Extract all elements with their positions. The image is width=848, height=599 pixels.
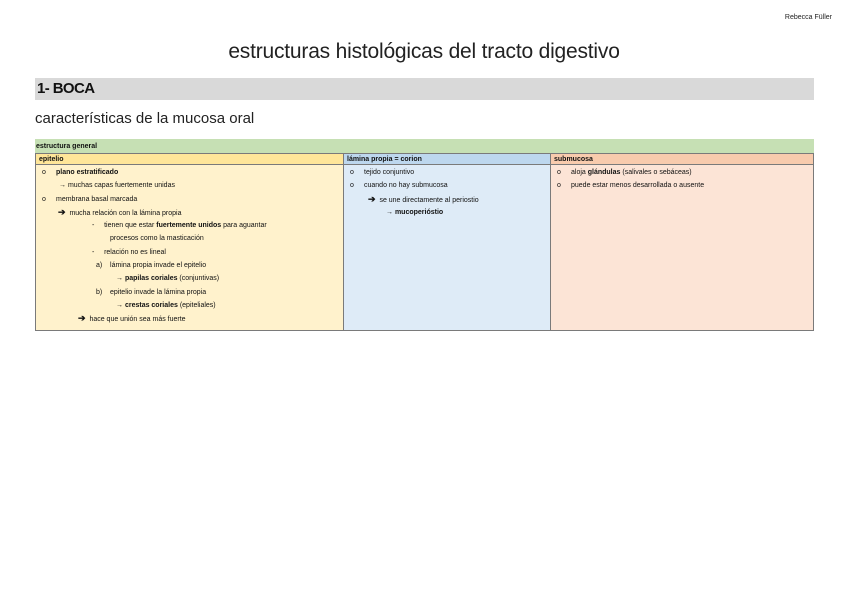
bullet-marker: o xyxy=(42,195,46,203)
list-item xyxy=(36,272,343,285)
header-lamina-propia: lámina propia = corion xyxy=(343,153,550,165)
arrow-right-icon: → xyxy=(116,301,123,309)
document-title: estructuras histológicas del tracto digestivo xyxy=(228,40,620,63)
table-header-row xyxy=(35,153,814,165)
dash-marker: - xyxy=(92,248,95,256)
item-text: muchas capas fuertemente unidas xyxy=(67,182,175,190)
item-text-bold: glándulas xyxy=(587,169,621,176)
item-text: (epiteliales) xyxy=(177,301,216,309)
subsection-title: características de la mucosa oral xyxy=(35,110,255,127)
bullet-marker: o xyxy=(42,169,46,176)
arrow-right-icon: → xyxy=(59,182,66,190)
bold-arrow-icon: ➔ xyxy=(58,206,66,217)
list-item xyxy=(36,232,343,245)
list-item xyxy=(36,312,343,325)
item-text-bold: fuertemente unidos xyxy=(156,222,222,230)
list-item xyxy=(36,166,343,179)
dash-marker: - xyxy=(92,222,95,230)
item-text: para aguantar xyxy=(221,222,267,230)
item-text-bold: crestas coriales xyxy=(124,301,178,309)
cell-submucosa xyxy=(550,165,814,331)
item-text: plano estratificado xyxy=(56,169,119,176)
list-item xyxy=(551,179,813,192)
list-item xyxy=(36,193,343,206)
item-text: procesos como la masticación xyxy=(110,235,204,243)
table-caption: estructura general xyxy=(35,139,814,153)
bullet-marker: o xyxy=(350,182,354,190)
item-text: se une directamente al periostio xyxy=(379,196,479,204)
arrow-right-icon: → xyxy=(386,208,393,216)
bullet-marker: o xyxy=(557,182,561,190)
list-item xyxy=(36,286,343,299)
item-text-bold: mucoperióstio xyxy=(394,208,444,216)
cell-lamina-propia xyxy=(343,165,550,331)
section-title: 1- BOCA xyxy=(37,80,95,97)
item-text: (conjuntivas) xyxy=(177,275,220,283)
bullet-marker: o xyxy=(557,169,561,176)
item-text-bold: papilas coriales xyxy=(124,275,178,283)
list-item xyxy=(551,166,813,179)
item-text: lámina propia invade el epitelio xyxy=(110,262,207,270)
list-item xyxy=(36,246,343,259)
list-item xyxy=(36,299,343,312)
bold-arrow-icon: ➔ xyxy=(368,193,376,204)
item-text: tejido conjuntivo xyxy=(364,169,415,176)
item-text: mucha relación con la lámina propia xyxy=(69,209,182,217)
item-text: membrana basal marcada xyxy=(56,195,138,203)
item-text: (salivales o sebáceas) xyxy=(620,169,692,176)
list-item xyxy=(36,179,343,192)
author-name: Rebecca Füller xyxy=(784,14,832,21)
bullet-marker: o xyxy=(350,169,354,176)
header-epitelio: epitelio xyxy=(35,153,343,165)
list-item xyxy=(344,179,550,192)
item-text: tienen que estar xyxy=(104,222,157,230)
list-item xyxy=(344,166,550,179)
list-item xyxy=(36,259,343,272)
list-item xyxy=(36,219,343,232)
item-text: hace que unión sea más fuerte xyxy=(89,316,186,324)
item-text: puede estar menos desarrollada o ausente xyxy=(571,182,705,190)
list-item xyxy=(344,193,550,206)
list-item xyxy=(344,206,550,219)
alpha-marker: b) xyxy=(96,288,103,296)
alpha-marker: a) xyxy=(96,262,103,270)
section-header xyxy=(35,78,814,100)
item-text: aloja xyxy=(571,169,588,176)
bold-arrow-icon: ➔ xyxy=(78,313,86,324)
arrow-right-icon: → xyxy=(116,275,123,283)
item-text: epitelio invade la lámina propia xyxy=(110,288,207,296)
table-body-row xyxy=(35,165,814,331)
cell-epitelio xyxy=(35,165,343,331)
list-item xyxy=(36,206,343,219)
item-text: relación no es lineal xyxy=(104,248,166,256)
structure-table xyxy=(35,139,814,331)
item-text: cuando no hay submucosa xyxy=(364,182,448,190)
header-submucosa: submucosa xyxy=(550,153,814,165)
